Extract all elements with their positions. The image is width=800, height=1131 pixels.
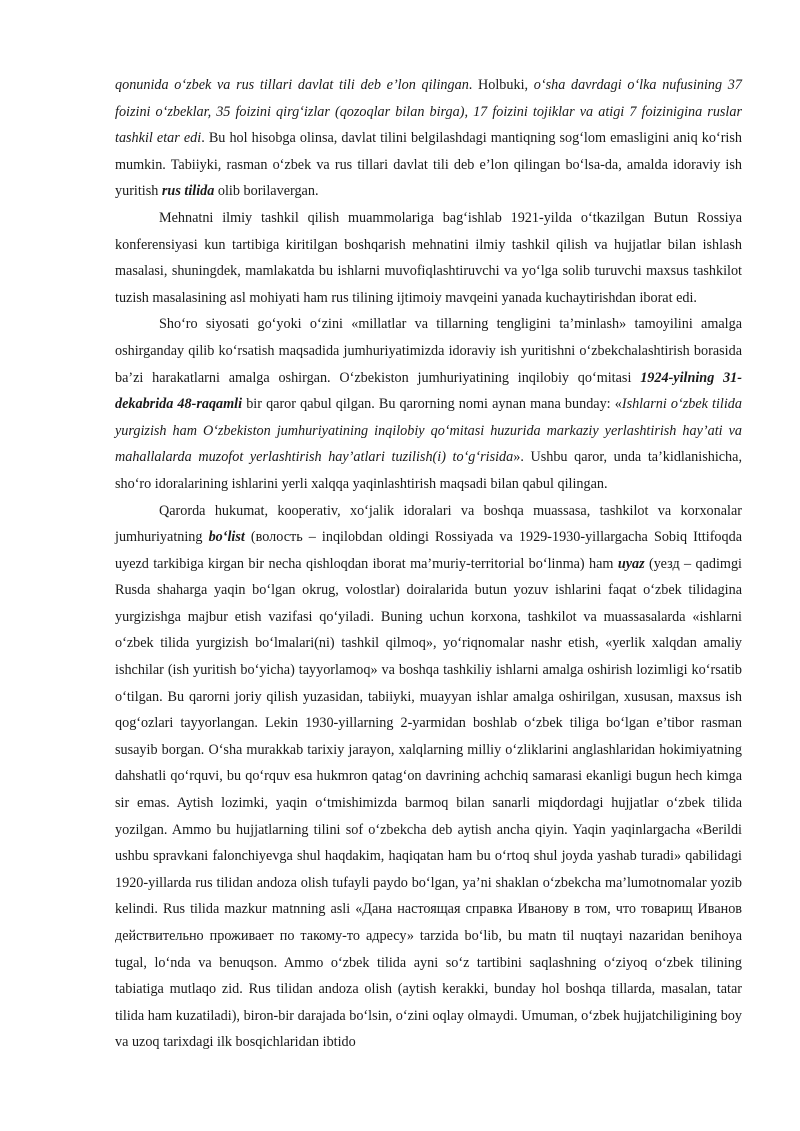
text-run: (уезд – qadimgi Rusda shaharga yaqin bo‘lgan okrug, volostlar) doiralarida butun yozuv ishlarini faqat o‘zbek tilidagina yurgizishga majbur etish vazifasi qo‘yiladi. Buning uchun korxona, tashkilot va muassasalarda «ishlarni o‘zbek tilida yurgizish bo‘lmalari(ni) tashkil qilmoq», yo‘riqnomalar nashr etish, «yerlik xalqdan amaliy ishchilar (ish yuritish bo‘yicha) tayyorlamoq» va boshqa tashkiliy ishlarni amalga oshirish lozimligi ko‘rsatib o‘tilgan. Bu qarorni joriy qilish yuzasidan, tabiiyki, muayyan ishlar amalga oshirilgan, xususan, maxsus ish qog‘ozlari tayyorlangan. Lekin 1930-yillarning 2-yarmidan boshlab o‘zbek tiliga bo‘lgan e’tibor rasman susayib borgan. O‘sha murakkab tarixiy jarayon, xalqlarning milliy o‘zliklarini anglashlaridan hokimiyatning dahshatli qo‘rquvi, bu qo‘rquv esa hukmron qatag‘on davrining achchiq samarasi ekanligi bugun hech kimga sir emas. Aytish lozimki, yaqin o‘tmishimizda barmoq bilan sanarli miqdordagi hujjatlar o‘zbek tilida yozilgan. Ammo bu hujjatlarning tilini sof o‘zbekcha deb aytish ancha qiyin. Yaqin yaqinlargacha «Berildi ushbu spravkani falonchiyevga shul haqdakim, haqiqatan ham bu o‘rtoq shul joyda yashab turadi» qabilidagi 1920-yillarda rus tilidan andoza olish tufayli paydo bo‘lgan, ya’ni shaklan o‘zbekcha ma’lumotnomalar yozib kelindi. Rus tilida mazkur matnning asli «Дана настоящая справка Иванову в том, что товарищ Иванов действительно проживает по такому-то адресу» tarzida bo‘lib, bu matn til nuqtayi nazaridan benihoya tugal, lo‘nda va benuqson. Ammo o‘zbek tilida ayni so‘z tartibini saqlashning o‘ziyoq o‘zbek tilining tabiatiga mutlaqo zid. Rus tilidan andoza olish (aytish kerakki, bunday hol boshqa tillarda, masalan, tatar tilida ham kuzatiladi), biron-bir darajada bo‘lsin, o‘zini oqlay olmaydi. Umuman, o‘zbek hujjatchiligining boy va uzoq tarixdagi ilk bosqichlaridan ibtido — [115, 555, 742, 1051]
paragraph-2 — [115, 205, 742, 311]
text-run: bir qaror qabul qilgan. Bu qarorning nomi aynan mana bunday: « — [242, 396, 622, 413]
paragraph-1 — [115, 72, 742, 205]
document-page — [115, 72, 742, 1056]
text-run: ». Ushbu qaror, unda ta’kidlanishicha, sho‘ro idoralarining ishlarini yerli xalqqa yaqinlashtirish maqsadi bilan qabul qilingan. — [115, 449, 742, 492]
text-run: olib borilavergan. — [214, 183, 319, 200]
text-run: Mehnatni ilmiy tashkil qilish muammolariga bag‘ishlab 1921-yilda o‘tkazilgan Butun Rossiya konferensiyasi kun tartibiga kiritilgan boshqarish mehnatini ilmiy tashkil qilish va hujjatlar bilan ishlash masalasi, shuningdek, mamlakatda bu ishlarni muvofiqlashtiruvchi va yo‘lga solib turuvchi maxsus tashkilot tuzish masalasining asl mohiyati ham rus tilining ijtimoiy mavqeini yanada kuchaytirishdan iborat edi. — [115, 209, 742, 306]
text-run: Sho‘ro siyosati go‘yoki o‘zini «millatlar va tillarning tengligini ta’minlash» tamoyilini amalga oshirganday qilib ko‘rsatish maqsadida jumhuriyatimizda idoraviy ish yuritishni o‘zbekchalashtirish borasida ba’zi harakatlarni amalga oshirgan. O‘zbekiston jumhuriyatining inqilobiy qo‘mitasi — [115, 316, 742, 386]
paragraph-3 — [115, 311, 742, 497]
italic-phrase: qonunida o‘zbek va rus tillari davlat tili deb e’lon qilingan — [115, 77, 469, 93]
text-run: . Holbuki, — [468, 77, 534, 93]
text-run: (волость – inqilobdan oldingi Rossiyada va 1929-1930-yillargacha Sobiq Ittifoqda uyezd tarkibiga kirgan bir necha qishloqdan iborat ma’muriy-territorial bo‘linma) ham — [115, 529, 742, 572]
italic-decree-title: Ishlarni o‘zbek tilida yurgizish ham O‘zbekiston jumhuriyatining inqilobiy qo‘mitasi huzurida markaziy yerlashtirish hay’ati va mahallalarda muzofot yerlashtirish hay’atlari tuzilish(i) to‘g‘risida — [115, 396, 742, 466]
emphasis-bolist: bo‘list — [208, 529, 245, 546]
paragraph-4 — [115, 498, 742, 1056]
italic-statistics: o‘sha davrdagi o‘lka nufusining 37 foizini o‘zbeklar, 35 foizini qirg‘izlar (qozoqlar bilan birga), 17 foizini tojiklar va atigi 7 foizinigina ruslar tashkil etar edi — [115, 77, 742, 147]
emphasis-uyaz: uyaz — [617, 555, 645, 572]
emphasis-decree-date: 1924-yilning 31-dekabrida 48-raqamli — [115, 369, 742, 413]
emphasis-rus-tilida: rus tilida — [161, 183, 215, 200]
text-run: Qarorda hukumat, kooperativ, xo‘jalik idoralari va boshqa muassasa, tashkilot va korxonalar jumhuriyatning — [115, 502, 742, 546]
text-run: . Bu hol hisobga olinsa, davlat tilini belgilashdagi mantiqning sog‘lom emasligini aniq ko‘rish mumkin. Tabiiyki, rasman o‘zbek va rus tillari davlat tili deb e’lon qilingan bo‘lsa-da, amalda idoraviy ish yuritish — [115, 130, 742, 200]
